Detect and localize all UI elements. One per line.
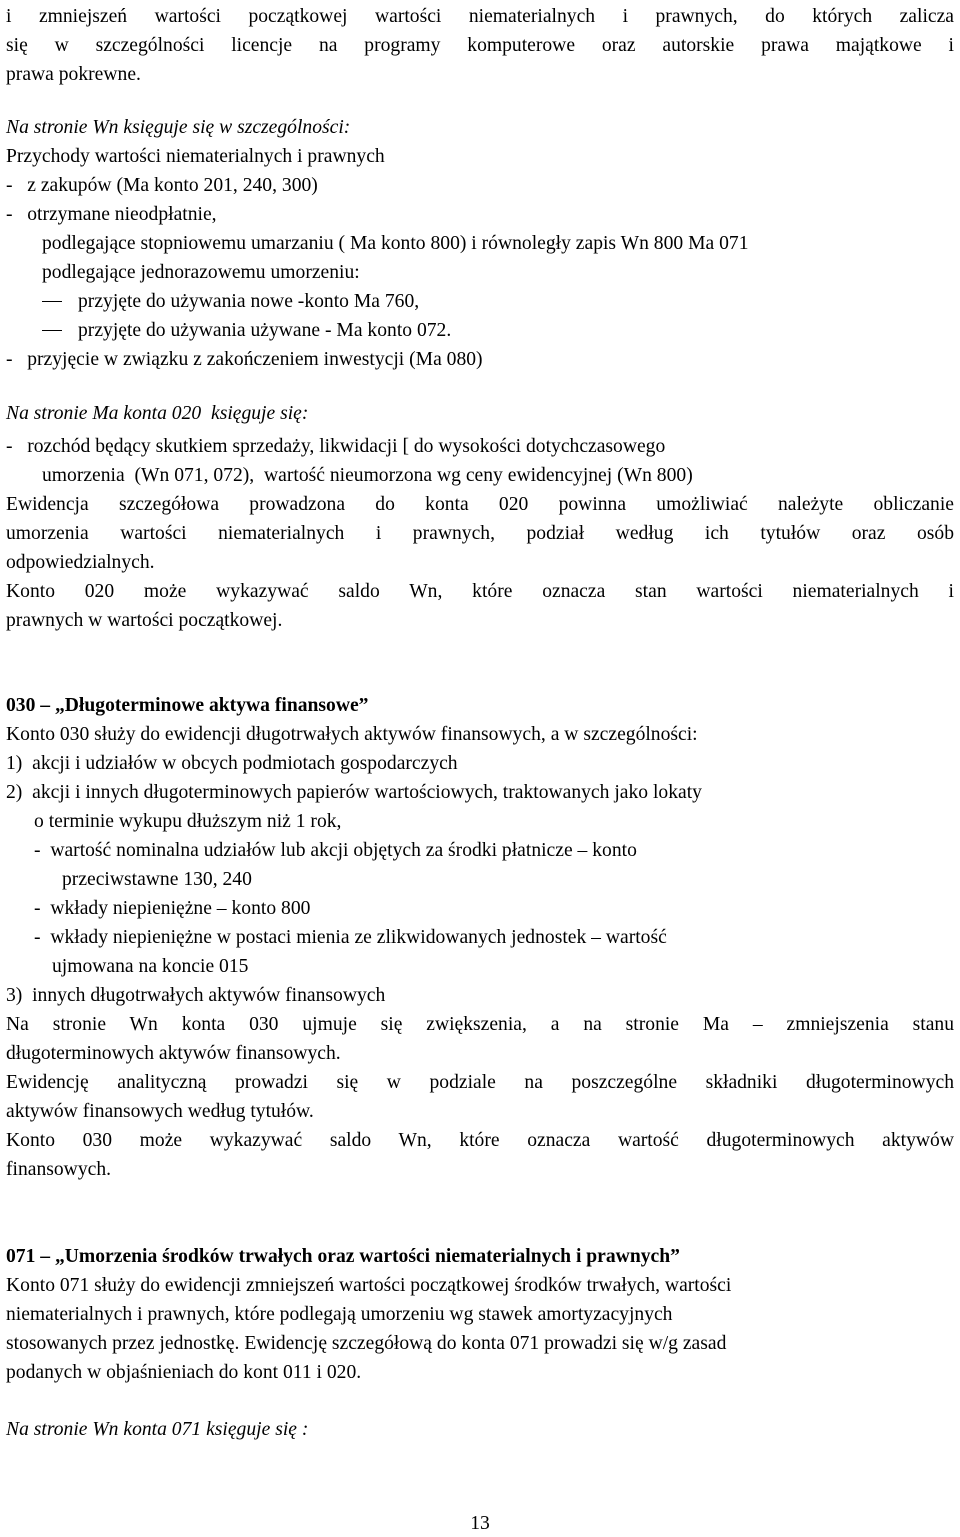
body-line: długoterminowych aktywów finansowych.: [6, 1043, 341, 1064]
body-line: Ewidencja szczegółowa prowadzona do konta 020 powinna umożliwiać należyte obliczanie: [6, 494, 954, 515]
body-line: Konto 020 może wykazywać saldo Wn, które oznacza stan wartości niematerialnych i: [6, 581, 954, 602]
section-heading-italic: Na stronie Wn księguje się w szczególności:: [6, 117, 351, 138]
body-line: Ewidencję analityczną prowadzi się w podziale na poszczególne składniki długoterminowych: [6, 1072, 954, 1093]
list-item: przyjęte do używania używane - Ma konto 072.: [78, 320, 452, 341]
list-item: umorzenia (Wn 071, 072), wartość nieumorzona wg ceny ewidencyjnej (Wn 800): [42, 465, 693, 486]
body-line: prawa pokrewne.: [6, 64, 141, 85]
list-item: - otrzymane nieodpłatnie,: [6, 204, 217, 225]
list-item: - wkłady niepieniężne – konto 800: [34, 898, 311, 919]
list-item: - przyjęcie w związku z zakończeniem inwestycji (Ma 080): [6, 349, 483, 370]
body-line: podanych w objaśnieniach do kont 011 i 020.: [6, 1362, 362, 1383]
section-heading-italic: Na stronie Ma konta 020 księguje się:: [6, 403, 309, 424]
body-line: finansowych.: [6, 1159, 112, 1180]
body-line: prawnych w wartości początkowej.: [6, 610, 283, 631]
body-line: i zmniejszeń wartości początkowej wartości niematerialnych i prawnych, do których zalicza: [6, 6, 954, 27]
body-line: odpowiedzialnych.: [6, 552, 155, 573]
numbered-item: 3) innych długotrwałych aktywów finansowych: [6, 985, 386, 1006]
body-line: stosowanych przez jednostkę. Ewidencję szczegółową do konta 071 prowadzi się w/g zasad: [6, 1333, 727, 1354]
section-heading-italic: Na stronie Wn konta 071 księguje się :: [6, 1419, 309, 1440]
list-item: podlegające jednorazowemu umorzeniu:: [42, 262, 360, 283]
list-item: przyjęte do używania nowe -konto Ma 760,: [78, 291, 420, 312]
numbered-item: o terminie wykupu dłuższym niż 1 rok,: [34, 811, 342, 832]
list-item: - rozchód będący skutkiem sprzedaży, likwidacji [ do wysokości dotychczasowego: [6, 436, 666, 457]
numbered-item: 1) akcji i udziałów w obcych podmiotach gospodarczych: [6, 753, 458, 774]
body-line: Przychody wartości niematerialnych i prawnych: [6, 146, 385, 167]
body-line: Na stronie Wn konta 030 ujmuje się zwiększenia, a na stronie Ma – zmniejszenia stanu: [6, 1014, 954, 1035]
list-item: ujmowana na koncie 015: [52, 956, 249, 977]
body-line: Konto 071 służy do ewidencji zmniejszeń wartości początkowej środków trwałych, wartości: [6, 1275, 732, 1296]
list-item: podlegające stopniowemu umarzaniu ( Ma konto 800) i równoległy zapis Wn 800 Ma 071: [42, 233, 749, 254]
dash-bullet: [42, 301, 62, 302]
dash-bullet: [42, 330, 62, 331]
numbered-item: 2) akcji i innych długoterminowych papierów wartościowych, traktowanych jako lokaty: [6, 782, 702, 803]
body-line: aktywów finansowych według tytułów.: [6, 1101, 314, 1122]
account-heading-030: 030 – „Długoterminowe aktywa finansowe”: [6, 695, 369, 716]
body-line: Konto 030 może wykazywać saldo Wn, które oznacza wartość długoterminowych aktywów: [6, 1130, 954, 1151]
account-heading-071: 071 – „Umorzenia środków trwałych oraz wartości niematerialnych i prawnych”: [6, 1246, 680, 1267]
list-item: - wkłady niepieniężne w postaci mienia ze zlikwidowanych jednostek – wartość: [34, 927, 667, 948]
body-line: niematerialnych i prawnych, które podlegają umorzeniu wg stawek amortyzacyjnych: [6, 1304, 673, 1325]
list-item: - z zakupów (Ma konto 201, 240, 300): [6, 175, 318, 196]
body-line: umorzenia wartości niematerialnych i prawnych, podział według ich tytułów oraz osób: [6, 523, 954, 544]
list-item: przeciwstawne 130, 240: [62, 869, 252, 890]
page-number: 13: [470, 1513, 490, 1534]
body-line: się w szczególności licencje na programy komputerowe oraz autorskie prawa majątkowe i: [6, 35, 954, 56]
list-item: - wartość nominalna udziałów lub akcji objętych za środki płatnicze – konto: [34, 840, 637, 861]
body-line: Konto 030 służy do ewidencji długotrwałych aktywów finansowych, a w szczególności:: [6, 724, 698, 745]
